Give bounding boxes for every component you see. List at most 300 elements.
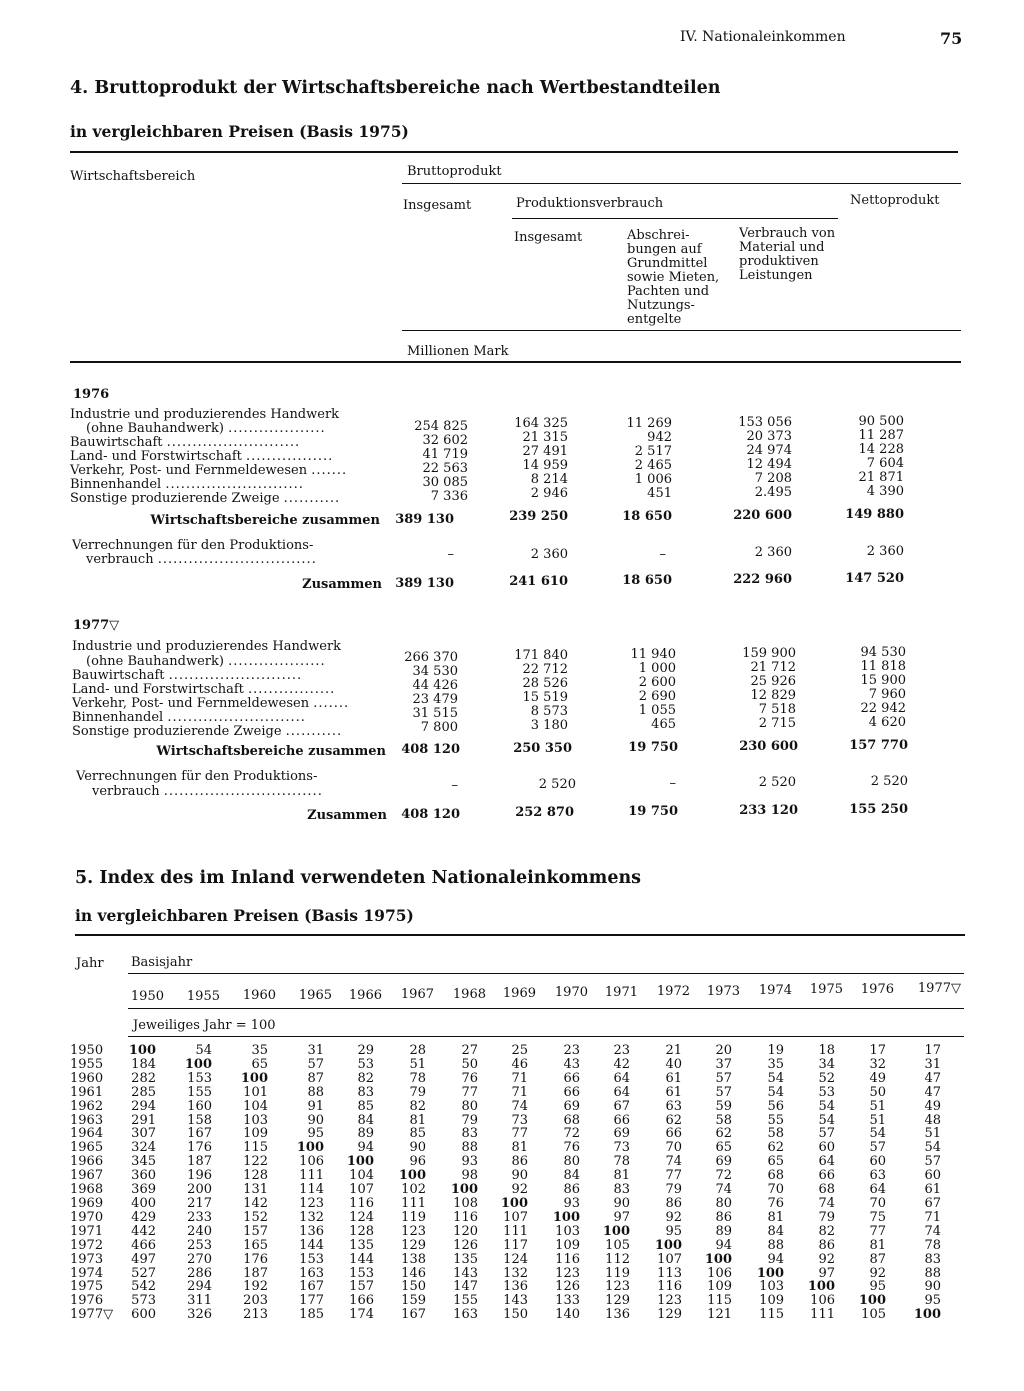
index-cell: 72 (715, 1168, 732, 1184)
table-row (70, 1183, 941, 1197)
table-row (70, 1280, 941, 1294)
index-cell: 128 (243, 1168, 268, 1184)
index-cell: 72 (563, 1126, 580, 1142)
index-cell: 94 (715, 1237, 732, 1253)
index-cell: 82 (409, 1098, 426, 1114)
index-cell: 79 (818, 1209, 835, 1225)
col-header-produktionsverbrauch: Produktionsverbrauch (516, 196, 664, 211)
index-cell: 92 (818, 1251, 835, 1267)
header-rule-prodverb (512, 218, 838, 219)
index-cell: 88 (924, 1265, 941, 1281)
index-cell: 93 (563, 1195, 580, 1211)
index-cell: 106 (299, 1154, 324, 1170)
index-cell: 60 (818, 1140, 835, 1156)
col-header-jahr: Jahr (76, 956, 104, 971)
index-cell: 291 (131, 1112, 156, 1128)
index-cell: 71 (924, 1209, 941, 1225)
index-cell: 74 (818, 1195, 835, 1211)
index-cell: 57 (715, 1070, 732, 1086)
index-cell: 100 (602, 1223, 630, 1239)
index-cell: 54 (869, 1126, 886, 1142)
table4-title: 4. Bruttoprodukt der Wirtschaftsbereiche nach Wertbestandteilen (70, 78, 721, 98)
index-cell: 64 (613, 1084, 630, 1100)
index-cell: 84 (767, 1223, 784, 1239)
table-row (70, 1225, 941, 1239)
index-cell: 89 (715, 1223, 732, 1239)
page-number: 75 (940, 29, 963, 48)
index-cell: 176 (243, 1251, 268, 1267)
index-cell: 21 (665, 1043, 682, 1058)
index-cell: 68 (767, 1168, 784, 1184)
index-cell: 52 (818, 1070, 835, 1086)
index-cell: 102 (401, 1182, 426, 1198)
index-cell: 83 (613, 1182, 630, 1198)
index-cell: 75 (869, 1209, 886, 1225)
col-header-pv-insgesamt: Insgesamt (514, 230, 583, 245)
index-cell: 107 (503, 1209, 528, 1225)
index-cell: 62 (665, 1112, 682, 1128)
table-row (70, 1141, 941, 1155)
index-cell: 157 (349, 1279, 374, 1295)
index-cell: 307 (131, 1126, 156, 1142)
index-cell: 103 (555, 1223, 580, 1239)
index-cell: 65 (767, 1154, 784, 1170)
table-row (70, 1072, 941, 1086)
index-cell: 120 (453, 1223, 478, 1239)
table-row (70, 1253, 941, 1267)
index-cell: 100 (756, 1265, 784, 1281)
index-cell: 196 (187, 1168, 212, 1184)
index-cell: 47 (924, 1084, 941, 1100)
index-cell: 311 (187, 1293, 212, 1309)
index-cell: 61 (924, 1182, 941, 1198)
index-cell: 90 (924, 1279, 941, 1295)
row-year: 1974 (70, 1265, 104, 1281)
index-cell: 55 (767, 1112, 784, 1128)
table5-subtitle: in vergleichbaren Preisen (Basis 1975) (75, 906, 414, 925)
index-cell: 147 (453, 1279, 478, 1295)
index-cell: 81 (511, 1140, 528, 1156)
index-cell: 66 (563, 1084, 580, 1100)
index-cell: 58 (715, 1112, 732, 1128)
index-cell: 63 (869, 1168, 886, 1184)
index-cell: 70 (665, 1140, 682, 1156)
index-cell: 68 (563, 1112, 580, 1128)
index-cell: 95 (869, 1279, 886, 1295)
index-cell: 66 (613, 1112, 630, 1128)
index-cell: 74 (511, 1098, 528, 1114)
index-cell: 42 (613, 1056, 630, 1072)
index-cell: 100 (184, 1056, 212, 1072)
col-header-nettoprodukt: Nettoprodukt (850, 193, 940, 208)
index-cell: 54 (767, 1070, 784, 1086)
index-cell: 62 (715, 1126, 732, 1142)
index-cell: 80 (563, 1154, 580, 1170)
index-cell: 81 (767, 1209, 784, 1225)
index-cell: 213 (243, 1307, 268, 1323)
table-row (70, 1169, 941, 1183)
index-cell: 17 (924, 1043, 941, 1058)
index-cell: 79 (409, 1084, 426, 1100)
index-cell: 101 (243, 1084, 268, 1100)
index-cell: 62 (767, 1140, 784, 1156)
index-cell: 54 (924, 1140, 941, 1156)
index-cell: 51 (409, 1056, 426, 1072)
index-cell: 77 (511, 1126, 528, 1142)
index-cell: 100 (398, 1168, 426, 1184)
index-cell: 113 (657, 1265, 682, 1281)
index-cell: 324 (131, 1140, 156, 1156)
index-cell: 64 (869, 1182, 886, 1198)
index-cell: 93 (461, 1154, 478, 1170)
index-cell: 136 (299, 1223, 324, 1239)
header-rule-note (128, 1008, 964, 1009)
index-cell: 100 (704, 1251, 732, 1267)
index-cell: 160 (187, 1098, 212, 1114)
index-cell: 74 (924, 1223, 941, 1239)
index-cell: 83 (461, 1126, 478, 1142)
index-cell: 88 (307, 1084, 324, 1100)
row-year: 1966 (70, 1154, 104, 1170)
col-header-basisjahr: Basisjahr (131, 955, 193, 970)
index-cell: 136 (605, 1307, 630, 1323)
index-cell: 326 (187, 1307, 212, 1323)
index-cell: 34 (818, 1056, 835, 1072)
index-cell: 111 (299, 1168, 324, 1184)
table-row (70, 1239, 941, 1253)
row-year: 1967 (70, 1168, 104, 1184)
index-cell: 109 (555, 1237, 580, 1253)
index-cell: 136 (503, 1279, 528, 1295)
index-cell: 345 (131, 1154, 156, 1170)
index-cell: 294 (131, 1098, 156, 1114)
col-header-abschreibungen: Abschrei- bungen auf Grundmittel sowie Mieten, Pachten und Nutzungs- entgelte (627, 228, 720, 327)
row-year: 1968 (70, 1182, 104, 1198)
index-cell: 86 (665, 1195, 682, 1211)
index-cell: 59 (715, 1098, 732, 1114)
index-cell: 100 (552, 1209, 580, 1225)
index-cell: 67 (613, 1098, 630, 1114)
index-cell: 100 (240, 1070, 268, 1086)
index-cell: 153 (187, 1070, 212, 1086)
row-year: 1955 (70, 1056, 104, 1072)
index-cell: 185 (299, 1307, 324, 1323)
index-cell: 88 (461, 1140, 478, 1156)
index-cell: 90 (409, 1140, 426, 1156)
index-cell: 54 (767, 1084, 784, 1100)
index-cell: 123 (401, 1223, 426, 1239)
index-cell: 94 (357, 1140, 374, 1156)
index-cell: 100 (858, 1293, 886, 1309)
index-cell: 82 (818, 1223, 835, 1239)
index-cell: 57 (307, 1056, 324, 1072)
index-cell: 35 (251, 1043, 268, 1058)
index-cell: 155 (187, 1084, 212, 1100)
index-cell: 124 (503, 1251, 528, 1267)
index-cell: 108 (453, 1195, 478, 1211)
index-cell: 73 (613, 1140, 630, 1156)
index-cell: 111 (503, 1223, 528, 1239)
index-cell: 282 (131, 1070, 156, 1086)
index-cell: 360 (131, 1168, 156, 1184)
index-cell: 132 (503, 1265, 528, 1281)
index-cell: 138 (401, 1251, 426, 1267)
index-cell: 60 (869, 1154, 886, 1170)
index-cell: 31 (307, 1043, 324, 1058)
index-cell: 253 (187, 1237, 212, 1253)
index-cell: 77 (461, 1084, 478, 1100)
index-cell: 70 (869, 1195, 886, 1211)
index-cell: 65 (715, 1140, 732, 1156)
col-header-bereich: Wirtschaftsbereich (70, 169, 196, 184)
table-row (70, 1155, 941, 1169)
index-cell: 115 (707, 1293, 732, 1309)
running-header: IV. Nationaleinkommen (680, 29, 846, 45)
index-cell: 69 (613, 1126, 630, 1142)
index-cell: 82 (357, 1070, 374, 1086)
index-cell: 54 (818, 1112, 835, 1128)
index-cell: 96 (409, 1154, 426, 1170)
index-cell: 66 (818, 1168, 835, 1184)
table-row (70, 1197, 941, 1211)
index-cell: 143 (453, 1265, 478, 1281)
index-cell: 66 (665, 1126, 682, 1142)
index-cell: 129 (401, 1237, 426, 1253)
row-year: 1965 (70, 1140, 104, 1156)
index-cell: 95 (924, 1293, 941, 1309)
index-cell: 27 (461, 1043, 478, 1058)
index-cell: 187 (187, 1154, 212, 1170)
index-cell: 71 (511, 1070, 528, 1086)
index-cell: 50 (461, 1056, 478, 1072)
header-rule-brutto (402, 183, 961, 184)
table-row (70, 1127, 941, 1141)
index-cell: 54 (195, 1043, 212, 1058)
year-label-1977: 1977▽ (73, 618, 120, 633)
header-rule-basis (128, 973, 964, 974)
index-cell: 128 (349, 1223, 374, 1239)
index-cell: 112 (605, 1251, 630, 1267)
index-cell: 111 (401, 1195, 426, 1211)
index-cell: 92 (869, 1265, 886, 1281)
index-cell: 184 (131, 1056, 156, 1072)
index-cell: 142 (243, 1195, 268, 1211)
index-cell: 83 (357, 1084, 374, 1100)
index-cell: 116 (555, 1251, 580, 1267)
index-cell: 20 (715, 1043, 732, 1058)
index-cell: 29 (357, 1043, 374, 1058)
index-cell: 91 (307, 1098, 324, 1114)
index-cell: 542 (131, 1279, 156, 1295)
index-cell: 73 (511, 1112, 528, 1128)
index-cell: 84 (563, 1168, 580, 1184)
header-rule-unit (402, 330, 961, 331)
index-cell: 57 (715, 1084, 732, 1100)
index-cell: 47 (924, 1070, 941, 1086)
index-cell: 119 (401, 1209, 426, 1225)
index-cell: 35 (767, 1056, 784, 1072)
index-cell: 104 (349, 1168, 374, 1184)
index-cell: 28 (409, 1043, 426, 1058)
index-cell: 51 (869, 1112, 886, 1128)
index-cell: 60 (924, 1168, 941, 1184)
index-cell: 166 (349, 1293, 374, 1309)
index-cell: 131 (243, 1182, 268, 1198)
index-cell: 78 (409, 1070, 426, 1086)
index-cell: 400 (131, 1195, 156, 1211)
index-cell: 79 (461, 1112, 478, 1128)
index-cell: 105 (861, 1307, 886, 1323)
index-cell: 146 (401, 1265, 426, 1281)
index-cell: 92 (511, 1182, 528, 1198)
table4-subtitle: in vergleichbaren Preisen (Basis 1975) (70, 122, 409, 141)
index-cell: 527 (131, 1265, 156, 1281)
index-cell: 157 (243, 1223, 268, 1239)
row-year: 1970 (70, 1209, 104, 1225)
index-cell: 135 (349, 1237, 374, 1253)
index-cell: 57 (818, 1126, 835, 1142)
index-cell: 103 (759, 1279, 784, 1295)
index-cell: 124 (349, 1209, 374, 1225)
index-cell: 107 (657, 1251, 682, 1267)
index-cell: 123 (657, 1293, 682, 1309)
index-cell: 23 (563, 1043, 580, 1058)
index-cell: 81 (409, 1112, 426, 1128)
col-header-insgesamt: Insgesamt (403, 198, 472, 213)
index-cell: 97 (818, 1265, 835, 1281)
index-cell: 153 (349, 1265, 374, 1281)
index-cell: 57 (869, 1140, 886, 1156)
index-cell: 176 (187, 1140, 212, 1156)
index-cell: 187 (243, 1265, 268, 1281)
index-cell: 88 (767, 1237, 784, 1253)
index-cell: 63 (665, 1098, 682, 1114)
index-cell: 51 (924, 1126, 941, 1142)
index-cell: 116 (657, 1279, 682, 1295)
index-cell: 70 (767, 1182, 784, 1198)
row-year: 1976 (70, 1293, 104, 1309)
index-cell: 68 (818, 1182, 835, 1198)
index-cell: 150 (503, 1307, 528, 1323)
index-cell: 240 (187, 1223, 212, 1239)
index-cell: 69 (563, 1098, 580, 1114)
index-cell: 167 (299, 1279, 324, 1295)
table-row (70, 1267, 941, 1281)
index-cell: 442 (131, 1223, 156, 1239)
index-cell: 286 (187, 1265, 212, 1281)
index-cell: 67 (924, 1195, 941, 1211)
index-cell: 32 (869, 1056, 886, 1072)
index-cell: 167 (187, 1126, 212, 1142)
index-cell: 64 (613, 1070, 630, 1086)
index-cell: 573 (131, 1293, 156, 1309)
index-cell: 51 (869, 1098, 886, 1114)
index-cell: 49 (869, 1070, 886, 1086)
row-year: 1973 (70, 1251, 104, 1267)
row-year: 1950 (70, 1043, 104, 1058)
index-cell: 25 (511, 1043, 528, 1058)
index-cell: 64 (818, 1154, 835, 1170)
index-cell: 90 (307, 1112, 324, 1128)
index-cell: 126 (555, 1279, 580, 1295)
index-cell: 23 (613, 1043, 630, 1058)
index-cell: 152 (243, 1209, 268, 1225)
col-header-bruttoprodukt: Bruttoprodukt (407, 164, 502, 179)
index-cell: 217 (187, 1195, 212, 1211)
index-cell: 65 (251, 1056, 268, 1072)
index-cell: 89 (357, 1126, 374, 1142)
index-cell: 48 (924, 1112, 941, 1128)
index-cell: 111 (810, 1307, 835, 1323)
index-cell: 466 (131, 1237, 156, 1253)
index-cell: 140 (555, 1307, 580, 1323)
table4-top-rule (70, 151, 958, 153)
index-cell: 74 (665, 1154, 682, 1170)
index-cell: 80 (461, 1098, 478, 1114)
index-cell: 79 (665, 1182, 682, 1198)
index-cell: 84 (357, 1112, 374, 1128)
row-year: 1962 (70, 1098, 104, 1114)
index-cell: 86 (715, 1209, 732, 1225)
row-year: 1971 (70, 1223, 104, 1239)
index-cell: 86 (563, 1182, 580, 1198)
index-cell: 97 (613, 1209, 630, 1225)
index-cell: 95 (307, 1126, 324, 1142)
row-year: 1969 (70, 1195, 104, 1211)
index-cell: 106 (707, 1265, 732, 1281)
index-cell: 109 (759, 1293, 784, 1309)
unit-label: Millionen Mark (407, 344, 509, 359)
table-row (70, 1044, 941, 1058)
index-cell: 122 (243, 1154, 268, 1170)
index-cell: 90 (613, 1195, 630, 1211)
index-cell: 61 (665, 1084, 682, 1100)
index-cell: 158 (187, 1112, 212, 1128)
index-cell: 81 (869, 1237, 886, 1253)
index-cell: 116 (349, 1195, 374, 1211)
index-cell: 56 (767, 1098, 784, 1114)
index-cell: 143 (503, 1293, 528, 1309)
table-row (70, 1308, 941, 1322)
index-cell: 200 (187, 1182, 212, 1198)
index-cell: 76 (563, 1140, 580, 1156)
index-cell: 115 (759, 1307, 784, 1323)
index-cell: 18 (818, 1043, 835, 1058)
index-cell: 129 (657, 1307, 682, 1323)
index-cell: 123 (605, 1279, 630, 1295)
index-cell: 163 (299, 1265, 324, 1281)
row-year: 1963 (70, 1112, 104, 1128)
index-cell: 76 (461, 1070, 478, 1086)
index-cell: 85 (409, 1126, 426, 1142)
row-year: 1975 (70, 1279, 104, 1295)
index-cell: 155 (453, 1293, 478, 1309)
index-cell: 37 (715, 1056, 732, 1072)
index-cell: 100 (654, 1237, 682, 1253)
index-cell: 119 (605, 1265, 630, 1281)
index-cell: 132 (299, 1209, 324, 1225)
index-cell: 81 (613, 1168, 630, 1184)
index-cell: 177 (299, 1293, 324, 1309)
index-cell: 192 (243, 1279, 268, 1295)
index-cell: 77 (869, 1223, 886, 1239)
table-row (70, 1211, 941, 1225)
index-cell: 285 (131, 1084, 156, 1100)
index-cell: 497 (131, 1251, 156, 1267)
index-cell: 87 (869, 1251, 886, 1267)
index-cell: 270 (187, 1251, 212, 1267)
index-cell: 100 (807, 1279, 835, 1295)
